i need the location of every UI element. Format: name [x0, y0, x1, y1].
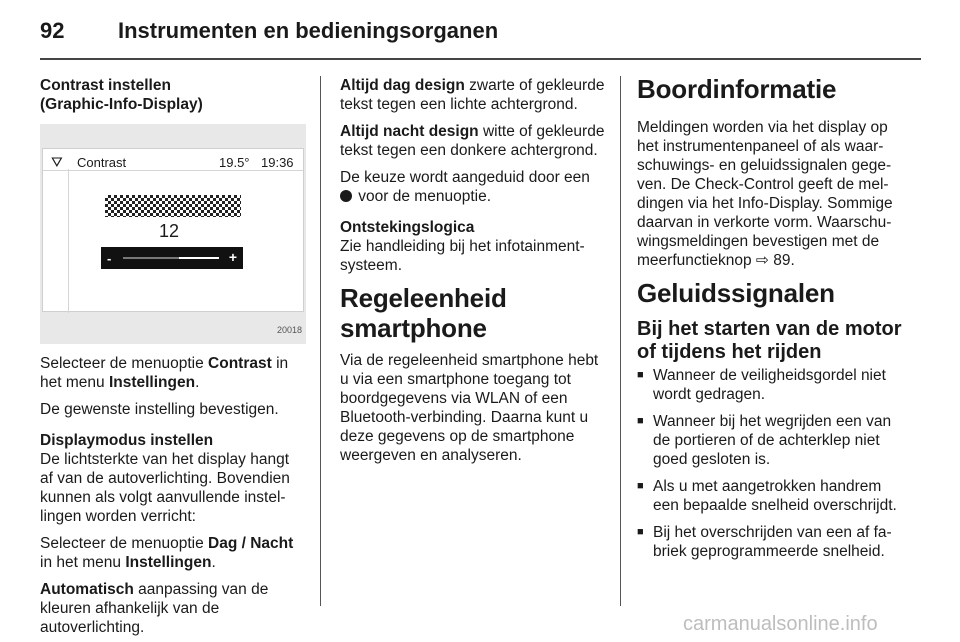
text: in het menu	[40, 554, 126, 571]
page-header	[40, 14, 920, 54]
paragraph	[40, 580, 302, 637]
screen-title-row	[43, 149, 303, 171]
menu-term: Automatisch	[40, 581, 134, 598]
minus-icon: -	[107, 251, 112, 266]
text: voor de menuoptie.	[354, 188, 492, 205]
slider-track	[123, 257, 219, 259]
filled-circle-icon	[340, 190, 352, 202]
screen-time: 19:36	[261, 155, 294, 170]
menu-term: Altijd nacht design	[340, 123, 479, 140]
menu-term: Contrast	[208, 355, 272, 372]
page-heading: Instrumenten en bedieningsorganen	[118, 18, 499, 43]
watermark: carmanualsonline.info	[683, 613, 878, 635]
contrast-icon: ⛛	[51, 154, 63, 170]
display-figure	[40, 124, 306, 344]
paragraph	[637, 118, 903, 270]
text: .	[211, 554, 216, 571]
paragraph: De lichtsterkte van het display hangt af van de autoverlichting. Bovendien kunnen als volgt aanvullende instellingen worden verricht:	[40, 451, 290, 525]
menu-term: Dag / Nacht	[208, 535, 294, 552]
subsection-heading: Bij het starten van de motor of tijdens het rijden	[637, 318, 902, 363]
heading-line: Contrast instellen	[40, 77, 171, 94]
plus-icon: +	[228, 249, 237, 265]
paragraph	[340, 122, 605, 160]
bullet-list	[637, 366, 903, 561]
menu-term: Altijd dag design	[340, 77, 465, 94]
screen-temperature: 19.5°	[219, 155, 250, 170]
text: aanpassing van de kleuren afhankelijk van de autoverlichting.	[40, 581, 269, 636]
display-screen	[42, 148, 304, 312]
column-divider	[620, 76, 621, 606]
list-item: ■ Bij het overschrijden van een af fabriek geprogrammeerde snelheid.	[637, 523, 903, 561]
text: .	[195, 374, 200, 391]
column-1	[40, 76, 302, 642]
list-item: ■ Wanneer de veiligheidsgordel niet wordt gedragen.	[637, 366, 903, 404]
column-2	[340, 76, 605, 473]
paragraph	[340, 168, 605, 206]
section-title-smartphone: Regeleenheid smartphone	[340, 283, 507, 343]
menu-term: Instellingen	[125, 554, 212, 571]
section-heading-contrast	[40, 76, 302, 114]
page-number: 92	[40, 18, 65, 43]
list-item: ■ Wanneer bij het wegrijden een van de portieren of de achterklep niet goed gesloten is.	[637, 412, 903, 469]
text: De keuze wordt aangeduid door een	[340, 169, 590, 186]
page-reference-link[interactable]: ⇨ 89.	[755, 252, 795, 269]
header-rule	[40, 58, 921, 60]
paragraph: Zie handleiding bij het infotainmentsysteem.	[340, 238, 585, 274]
text: in het menu	[40, 355, 289, 391]
text: Selecteer de menuoptie	[40, 535, 209, 552]
section-heading-ontstekingslogica: Ontstekingslogica	[340, 219, 475, 236]
screen-title: Contrast	[77, 155, 127, 170]
screen-side-panel	[43, 169, 69, 313]
menu-term: Instellingen	[108, 374, 196, 391]
contrast-value: 12	[159, 221, 180, 241]
column-divider	[320, 76, 321, 606]
section-title-boordinformatie: Boordinformatie	[637, 74, 837, 104]
column-3	[637, 76, 903, 569]
paragraph: Via de regeleenheid smartphone hebt u via een smartphone toegang tot boordgegevens via WLAN of een Bluetooth-verbinding. Daarna kunt u deze gegevens op de smartphone weergeven en analyseren.	[340, 352, 599, 464]
text: Selecteer de menuoptie	[40, 355, 209, 372]
list-item: ■ Als u met aangetrokken handrem een bepaalde snelheid overschrijdt.	[637, 477, 903, 515]
slider-fill	[123, 257, 179, 259]
contrast-pattern	[105, 195, 241, 217]
paragraph: De gewenste instelling bevestigen.	[40, 401, 279, 418]
text: Meldingen worden via het display op het instrumentenpaneel of als waarschuwings- en geluidssignalen gegeven. De Check-Control geeft de meldingen via het Info-Display. Sommige daarvan in verkorte vorm. Waarschuwingsmeldingen bevestigen met de meerfunctieknop	[637, 119, 893, 269]
section-heading-displaymodus: Displaymodus instellen	[40, 432, 214, 449]
paragraph	[40, 534, 302, 572]
figure-code: 20018	[276, 325, 302, 335]
text: witte of gekleurde tekst tegen een donkere achtergrond.	[340, 123, 605, 159]
paragraph	[40, 354, 302, 392]
paragraph	[340, 76, 605, 114]
heading-line: (Graphic-Info-Display)	[40, 96, 203, 113]
text: zwarte of gekleurde tekst tegen een lichte achtergrond.	[340, 77, 605, 113]
contrast-slider	[101, 247, 243, 269]
section-title-geluidssignalen: Geluidssignalen	[637, 278, 835, 308]
